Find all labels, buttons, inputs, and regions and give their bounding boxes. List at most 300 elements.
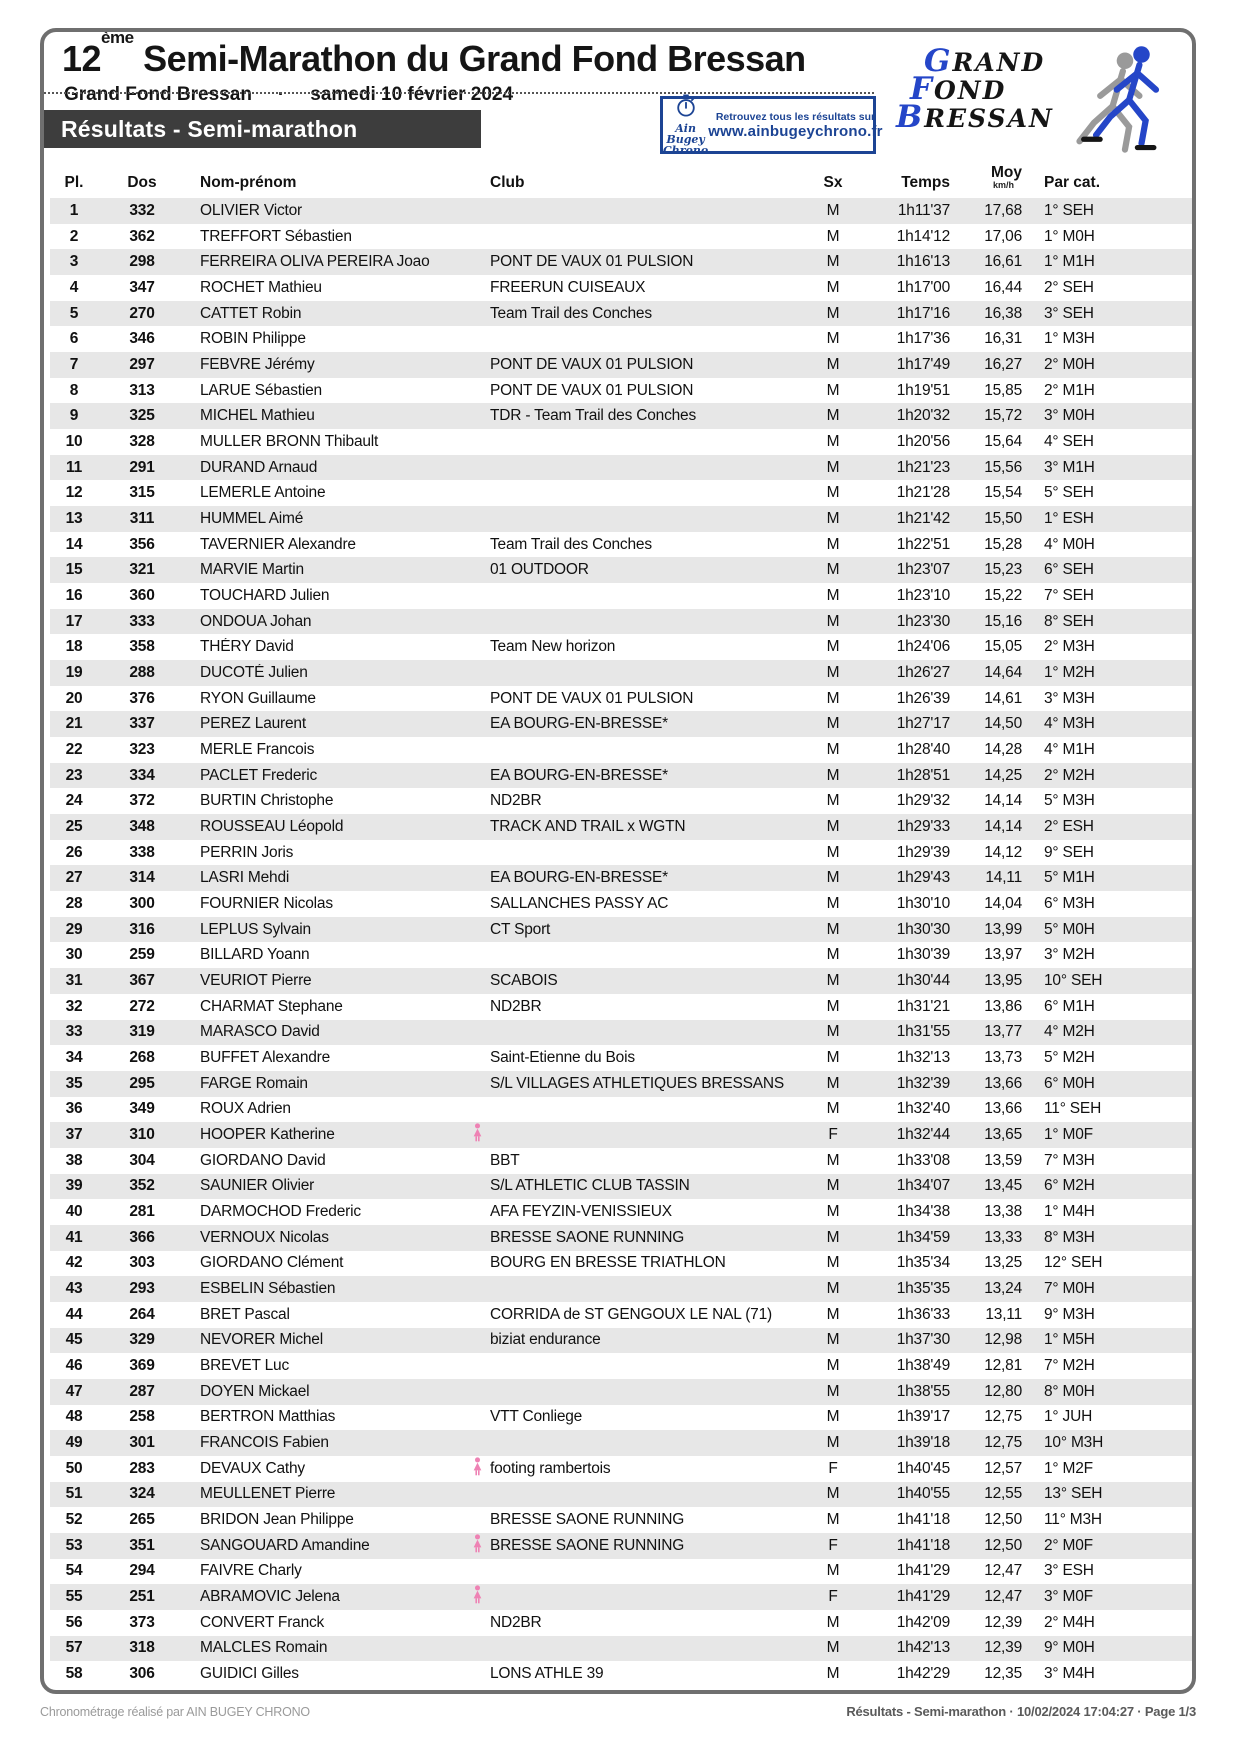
cell-place: 38 [65, 1151, 83, 1169]
cell-sex: M [826, 1485, 840, 1503]
cell-club: SCABOIS [490, 971, 558, 989]
cell-club: BOURG EN BRESSE TRIATHLON [490, 1254, 726, 1272]
cell-club: EA BOURG-EN-BRESSE* [490, 869, 668, 887]
cell-bib: 337 [129, 715, 155, 733]
cell-time: 1h36'33 [896, 1305, 950, 1323]
table-row [50, 403, 1192, 429]
cell-name: BERTRON Matthias [200, 1408, 336, 1426]
cell-category: 1° M2F [1044, 1459, 1093, 1477]
cell-bib: 366 [129, 1228, 155, 1246]
cell-bib: 294 [129, 1562, 155, 1580]
cell-speed: 14,25 [984, 766, 1022, 784]
cell-bib: 334 [129, 766, 155, 784]
col-header-dos: Dos [127, 174, 157, 191]
cell-bib: 318 [129, 1639, 155, 1657]
cell-name: GIORDANO David [200, 1151, 326, 1169]
cell-time: 1h17'36 [896, 330, 950, 348]
table-row [50, 378, 1192, 404]
cell-place: 5 [69, 304, 79, 322]
cell-name: FOURNIER Nicolas [200, 894, 333, 912]
cell-club: PONT DE VAUX 01 PULSION [490, 689, 694, 707]
cell-category: 3° M4H [1044, 1665, 1095, 1683]
cell-name: MARVIE Martin [200, 561, 304, 579]
cell-category: 3° SEH [1044, 304, 1094, 322]
cell-time: 1h14'12 [896, 227, 950, 245]
cell-sex: M [826, 689, 840, 707]
cell-category: 11° M3H [1044, 1511, 1102, 1529]
cell-sex: M [826, 1434, 840, 1452]
female-icon [466, 1123, 488, 1147]
cell-sex: M [826, 869, 840, 887]
cell-bib: 372 [129, 792, 155, 810]
table-row [50, 840, 1192, 866]
table-row [50, 1661, 1192, 1687]
cell-sex: M [826, 1331, 840, 1349]
cell-time: 1h41'29 [896, 1562, 950, 1580]
cell-category: 5° M2H [1044, 1049, 1095, 1066]
cell-time: 1h26'39 [896, 689, 950, 707]
cell-sex: M [826, 535, 840, 553]
cell-club: PONT DE VAUX 01 PULSION [490, 355, 694, 373]
cell-sex: M [826, 843, 840, 861]
cell-bib: 349 [129, 1100, 155, 1118]
cell-speed: 16,61 [984, 253, 1022, 271]
cell-category: 1° JUH [1044, 1408, 1093, 1426]
cell-bib: 329 [129, 1331, 155, 1349]
col-header-cat: Par cat. [1044, 174, 1101, 191]
cell-sex: F [828, 1126, 838, 1144]
cell-club: EA BOURG-EN-BRESSE* [490, 715, 668, 733]
cell-time: 1h39'17 [896, 1408, 950, 1426]
cell-speed: 13,38 [984, 1203, 1022, 1221]
cell-time: 1h20'32 [896, 407, 950, 425]
cell-speed: 14,28 [984, 740, 1022, 758]
col-header-moy-label: Moy [991, 164, 1022, 181]
table-row [50, 1610, 1192, 1636]
cell-place: 17 [65, 612, 83, 630]
cell-speed: 13,11 [985, 1305, 1022, 1323]
cell-category: 5° M1H [1044, 869, 1095, 887]
section-banner: Résultats - Semi-marathon [43, 110, 481, 148]
cell-bib: 270 [129, 304, 155, 322]
cell-bib: 338 [129, 843, 155, 861]
cell-speed: 12,47 [984, 1588, 1022, 1606]
cell-club: TDR - Team Trail des Conches [490, 407, 697, 425]
cell-bib: 297 [129, 355, 155, 373]
cell-category: 1° M5H [1044, 1331, 1095, 1349]
cell-bib: 283 [129, 1459, 155, 1477]
table-row [50, 275, 1192, 301]
table-row [50, 1353, 1192, 1379]
cell-name: DARMOCHOD Frederic [200, 1203, 361, 1221]
cell-bib: 311 [129, 509, 155, 527]
cell-club: EA BOURG-EN-BRESSE* [490, 766, 668, 784]
cell-category: 3° M0F [1044, 1588, 1093, 1606]
cell-speed: 15,56 [984, 458, 1022, 476]
cell-place: 57 [65, 1639, 83, 1657]
col-header-temps: Temps [901, 174, 950, 191]
cell-sex: M [826, 766, 840, 784]
stopwatch-icon [675, 105, 697, 122]
cell-club: ND2BR [490, 1613, 542, 1631]
cell-time: 1h22'51 [896, 535, 950, 553]
cell-place: 44 [65, 1305, 83, 1323]
cell-name: BRET Pascal [200, 1305, 290, 1323]
cell-sex: M [826, 1023, 840, 1041]
cell-speed: 13,95 [984, 971, 1022, 989]
cell-club: ND2BR [490, 792, 542, 810]
cell-category: 8° M0H [1044, 1382, 1095, 1400]
cell-category: 2° M1H [1044, 381, 1095, 399]
cell-name: LEPLUS Sylvain [200, 920, 311, 938]
cell-place: 13 [65, 509, 83, 527]
cell-bib: 258 [129, 1408, 155, 1426]
table-row [50, 326, 1192, 352]
table-row [50, 480, 1192, 506]
cell-place: 54 [65, 1562, 83, 1580]
cell-name: BILLARD Yoann [200, 946, 310, 964]
cell-place: 4 [69, 278, 79, 296]
cell-speed: 12,98 [984, 1331, 1022, 1349]
cell-time: 1h35'34 [896, 1254, 950, 1272]
cell-bib: 376 [129, 689, 155, 707]
cell-sex: M [826, 1613, 840, 1631]
cell-place: 41 [65, 1228, 83, 1246]
cell-speed: 12,47 [984, 1562, 1022, 1580]
cell-bib: 251 [129, 1588, 155, 1606]
cell-name: LARUE Sébastien [200, 381, 322, 399]
cell-place: 2 [69, 227, 79, 245]
cell-category: 4° M3H [1044, 715, 1095, 733]
table-row [50, 1199, 1192, 1225]
cell-speed: 14,04 [984, 894, 1022, 912]
table-row [50, 1507, 1192, 1533]
table-row [50, 1456, 1192, 1482]
cell-name: BURTIN Christophe [200, 792, 334, 810]
cell-time: 1h29'32 [896, 792, 950, 810]
cell-place: 23 [65, 766, 83, 784]
cell-sex: M [826, 355, 840, 373]
table-row [50, 1379, 1192, 1405]
cell-sex: M [826, 1357, 840, 1375]
cell-place: 30 [65, 946, 83, 964]
cell-category: 3° M3H [1044, 689, 1095, 707]
cell-club: PONT DE VAUX 01 PULSION [490, 253, 694, 271]
cell-speed: 12,39 [984, 1639, 1022, 1657]
cell-name: FRANCOIS Fabien [200, 1434, 329, 1452]
cell-sex: M [826, 1228, 840, 1246]
cell-name: VEURIOT Pierre [200, 971, 312, 989]
cell-place: 14 [65, 535, 83, 553]
cell-bib: 272 [129, 997, 155, 1015]
cell-name: VERNOUX Nicolas [200, 1228, 329, 1246]
cell-speed: 15,64 [984, 432, 1022, 450]
cell-time: 1h17'00 [896, 278, 950, 296]
cell-category: 2° M0F [1044, 1536, 1093, 1554]
table-row [50, 711, 1192, 737]
cell-name: MICHEL Mathieu [200, 407, 315, 425]
cell-place: 20 [65, 689, 83, 707]
cell-time: 1h41'18 [896, 1511, 950, 1529]
cell-time: 1h30'39 [896, 946, 950, 964]
table-row [50, 1482, 1192, 1508]
cell-place: 39 [65, 1177, 83, 1195]
cell-bib: 316 [129, 920, 155, 938]
table-row [50, 455, 1192, 481]
table-row [50, 1636, 1192, 1662]
cell-bib: 298 [129, 253, 155, 271]
cell-bib: 321 [129, 561, 155, 579]
cell-club: footing rambertois [490, 1459, 611, 1477]
table-row [50, 1097, 1192, 1123]
col-header-club: Club [490, 174, 525, 191]
cell-time: 1h35'35 [896, 1280, 950, 1298]
cell-sex: F [828, 1459, 838, 1477]
cell-club: Team Trail des Conches [490, 535, 652, 553]
cell-sex: M [826, 971, 840, 989]
cell-time: 1h23'07 [896, 561, 950, 579]
results-sheet [40, 28, 1196, 1694]
cell-category: 7° M3H [1044, 1151, 1095, 1169]
table-row [50, 1276, 1192, 1302]
cell-sex: M [826, 1665, 840, 1683]
cell-club: TRACK AND TRAIL x WGTN [490, 817, 686, 835]
cell-bib: 367 [129, 971, 155, 989]
cell-sex: M [826, 894, 840, 912]
cell-place: 49 [65, 1434, 83, 1452]
cell-club: VTT Conliege [490, 1408, 583, 1426]
table-row [50, 1122, 1192, 1148]
chrono-brand-line1: Ain Bugey [666, 122, 705, 146]
cell-club: LONS ATHLE 39 [490, 1665, 604, 1683]
cell-name: DURAND Arnaud [200, 458, 318, 476]
cell-place: 34 [65, 1049, 83, 1066]
cell-speed: 12,57 [984, 1459, 1022, 1477]
cell-bib: 373 [129, 1613, 155, 1631]
cell-place: 21 [65, 715, 83, 733]
cell-category: 9° SEH [1044, 843, 1094, 861]
gfb-logo-word: FOND [910, 71, 1007, 107]
cell-category: 2° M3H [1044, 638, 1095, 656]
cell-name: GUIDICI Gilles [200, 1665, 299, 1683]
table-row [50, 968, 1192, 994]
cell-place: 36 [65, 1100, 83, 1118]
cell-speed: 16,31 [984, 330, 1022, 348]
cell-category: 2° M4H [1044, 1613, 1095, 1631]
table-row [50, 557, 1192, 583]
cell-place: 51 [65, 1485, 83, 1503]
cell-time: 1h42'09 [896, 1613, 950, 1631]
cell-category: 13° SEH [1044, 1485, 1103, 1503]
cell-sex: M [826, 1100, 840, 1118]
cell-bib: 301 [129, 1434, 155, 1452]
cell-name: ESBELIN Sébastien [200, 1280, 336, 1298]
cell-sex: M [826, 663, 840, 681]
cell-name: TAVERNIER Alexandre [200, 535, 356, 553]
cell-time: 1h26'27 [896, 663, 950, 681]
chrono-badge-brand [663, 94, 708, 156]
table-row [50, 686, 1192, 712]
title-number: 12 [62, 38, 102, 79]
cell-bib: 281 [129, 1203, 155, 1221]
cell-place: 45 [65, 1331, 83, 1349]
cell-sex: F [828, 1588, 838, 1606]
results-table-body [50, 198, 1192, 1687]
cell-place: 22 [65, 740, 83, 758]
cell-club: CORRIDA de ST GENGOUX LE NAL (71) [490, 1305, 772, 1323]
cell-place: 40 [65, 1203, 83, 1221]
cell-speed: 14,12 [984, 843, 1022, 861]
cell-time: 1h23'30 [896, 612, 950, 630]
cell-name: LASRI Mehdi [200, 869, 290, 887]
cell-club: 01 OUTDOOR [490, 561, 589, 579]
cell-time: 1h38'55 [896, 1382, 950, 1400]
cell-bib: 310 [129, 1126, 155, 1144]
cell-category: 3° M0H [1044, 407, 1095, 425]
female-icon [466, 1457, 488, 1481]
cell-time: 1h29'39 [896, 843, 950, 861]
cell-club: Saint-Etienne du Bois [490, 1049, 635, 1066]
cell-name: BRIDON Jean Philippe [200, 1511, 354, 1529]
female-icon [466, 1534, 488, 1558]
cell-bib: 264 [129, 1305, 155, 1323]
cell-speed: 14,50 [984, 715, 1022, 733]
cell-speed: 12,81 [984, 1357, 1022, 1375]
cell-bib: 304 [129, 1151, 155, 1169]
cell-name: HUMMEL Aimé [200, 509, 304, 527]
cell-club: PONT DE VAUX 01 PULSION [490, 381, 694, 399]
cell-place: 58 [65, 1665, 83, 1683]
cell-name: ROUSSEAU Léopold [200, 817, 344, 835]
cell-speed: 13,59 [984, 1151, 1022, 1169]
cell-speed: 13,77 [984, 1023, 1022, 1041]
table-row [50, 814, 1192, 840]
table-row [50, 942, 1192, 968]
cell-sex: M [826, 561, 840, 579]
cell-category: 1° M0F [1044, 1126, 1093, 1144]
cell-club: BRESSE SAONE RUNNING [490, 1511, 685, 1529]
cell-place: 15 [65, 561, 83, 579]
cell-time: 1h21'28 [896, 484, 950, 502]
cell-speed: 14,14 [984, 817, 1022, 835]
cell-bib: 293 [129, 1280, 155, 1298]
cell-speed: 12,75 [984, 1434, 1022, 1452]
cell-name: CONVERT Franck [200, 1613, 325, 1631]
cell-name: GIORDANO Clément [200, 1254, 344, 1272]
cell-speed: 15,54 [984, 484, 1022, 502]
cell-sex: M [826, 817, 840, 835]
cell-time: 1h20'56 [896, 432, 950, 450]
cell-name: ROBIN Philippe [200, 330, 306, 348]
cell-name: RYON Guillaume [200, 689, 316, 707]
cell-sex: M [826, 715, 840, 733]
table-row [50, 1045, 1192, 1071]
cell-bib: 303 [129, 1254, 155, 1272]
cell-speed: 15,23 [984, 561, 1022, 579]
cell-name: PACLET Frederic [200, 766, 318, 784]
cell-place: 1 [69, 201, 79, 219]
cell-sex: M [826, 946, 840, 964]
cell-sex: M [826, 997, 840, 1015]
cell-category: 2° SEH [1044, 278, 1094, 296]
cell-bib: 324 [129, 1485, 155, 1503]
cell-speed: 17,06 [984, 227, 1022, 245]
cell-time: 1h40'45 [896, 1459, 950, 1477]
cell-time: 1h30'44 [896, 971, 950, 989]
cell-category: 10° M3H [1044, 1434, 1104, 1452]
cell-time: 1h39'18 [896, 1434, 950, 1452]
cell-place: 47 [65, 1382, 83, 1400]
cell-sex: M [826, 740, 840, 758]
cell-club: Team New horizon [490, 638, 616, 656]
cell-category: 9° M0H [1044, 1639, 1095, 1657]
cell-time: 1h29'43 [896, 869, 950, 887]
cell-place: 3 [69, 253, 79, 271]
table-row [50, 1533, 1192, 1559]
cell-time: 1h30'10 [896, 894, 950, 912]
cell-name: PERRIN Joris [200, 843, 294, 861]
cell-time: 1h16'13 [896, 253, 950, 271]
cell-time: 1h21'23 [896, 458, 950, 476]
cell-place: 48 [65, 1408, 83, 1426]
title-ordinal: ème [101, 28, 134, 47]
cell-speed: 16,38 [984, 304, 1022, 322]
table-row [50, 1559, 1192, 1585]
cell-time: 1h32'39 [896, 1074, 950, 1092]
table-row [50, 1328, 1192, 1354]
cell-sex: M [826, 1074, 840, 1092]
cell-time: 1h32'40 [896, 1100, 950, 1118]
cell-speed: 13,24 [984, 1280, 1022, 1298]
cell-sex: M [826, 330, 840, 348]
table-row [50, 583, 1192, 609]
cell-place: 19 [65, 663, 83, 681]
table-row [50, 788, 1192, 814]
cell-speed: 13,66 [984, 1074, 1022, 1092]
cell-name: NEVORER Michel [200, 1331, 323, 1349]
cell-place: 6 [69, 330, 79, 348]
cell-bib: 360 [129, 586, 155, 604]
cell-category: 1° M3H [1044, 330, 1095, 348]
table-row [50, 609, 1192, 635]
cell-club: Team Trail des Conches [490, 304, 652, 322]
cell-place: 18 [65, 638, 83, 656]
cell-speed: 15,16 [984, 612, 1022, 630]
cell-bib: 291 [129, 458, 155, 476]
cell-bib: 288 [129, 663, 155, 681]
subtitle-event: Grand Fond Bressan [64, 84, 252, 105]
cell-place: 32 [65, 997, 83, 1015]
cell-place: 37 [65, 1126, 83, 1144]
table-row [50, 198, 1192, 224]
cell-name: ROUX Adrien [200, 1100, 291, 1118]
cell-bib: 332 [129, 201, 155, 219]
cell-sex: M [826, 407, 840, 425]
cell-name: BREVET Luc [200, 1357, 290, 1375]
cell-time: 1h30'30 [896, 920, 950, 938]
cell-sex: M [826, 1408, 840, 1426]
cell-place: 50 [65, 1459, 83, 1477]
col-header-moy [954, 166, 1024, 196]
cell-time: 1h24'06 [896, 638, 950, 656]
cell-category: 4° M0H [1044, 535, 1095, 553]
cell-time: 1h17'16 [896, 304, 950, 322]
chrono-badge-url[interactable]: www.ainbugeychrono.fr [708, 122, 883, 140]
cell-place: 7 [69, 355, 79, 373]
cell-name: DOYEN Mickael [200, 1382, 310, 1400]
cell-sex: M [826, 1305, 840, 1323]
table-row [50, 891, 1192, 917]
